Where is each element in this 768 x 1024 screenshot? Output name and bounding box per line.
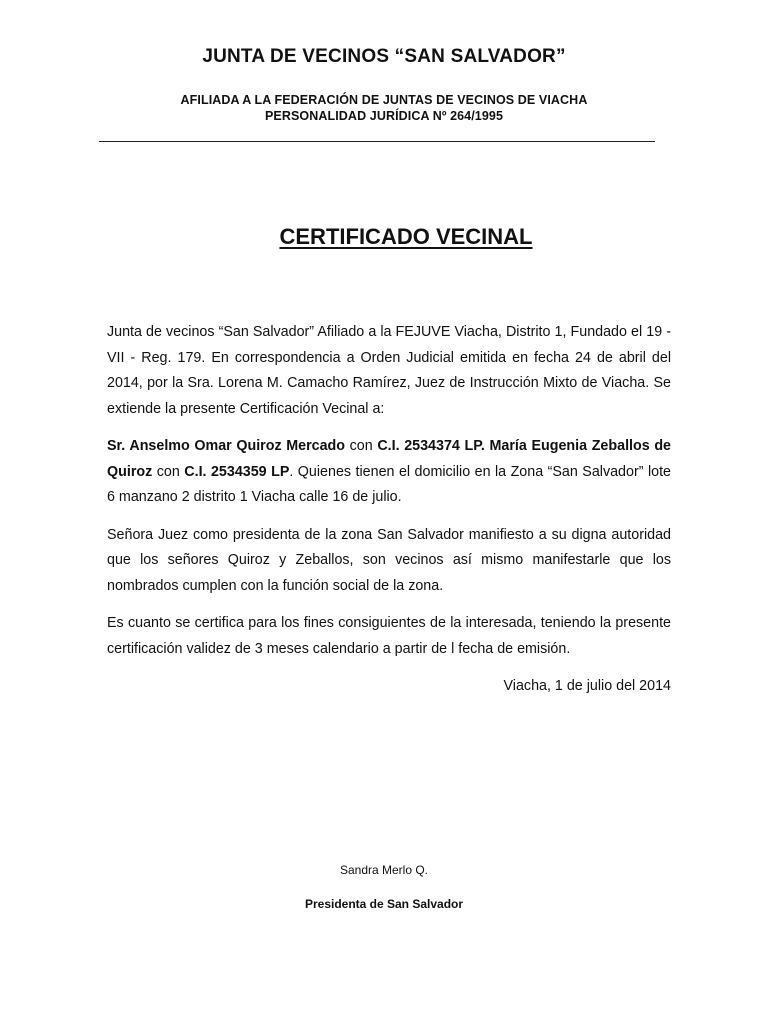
paragraph-validity: Es cuanto se certifica para los fines consiguientes de la interesada, teniendo la presente certificación validez de 3 meses calendario a partir de l fecha de emisión. xyxy=(107,615,671,657)
person1-name: Sr. Anselmo Omar Quiroz Mercado xyxy=(107,438,346,454)
document-body xyxy=(107,320,671,712)
paragraph-statement: Señora Juez como presidenta de la zona San Salvador manifiesto a su digna autoridad que los señores Quiroz y Zeballos, son vecinos así mismo manifestarle que los nombrados cumplen con la función social de la zona. xyxy=(107,526,671,594)
connector-text: con xyxy=(152,463,185,480)
paragraph-persons xyxy=(107,434,671,511)
date-line: Viacha, 1 de julio del 2014 xyxy=(503,678,671,694)
connector-text: con xyxy=(345,438,378,454)
signer-name: Sandra Merlo Q. xyxy=(339,863,429,877)
person2-ci: C.I. 2534359 LP xyxy=(184,463,290,480)
paragraph-intro: Junta de vecinos “San Salvador” Afiliado a la FEJUVE Viacha, Distrito 1, Fundado el 19 - VII - Reg. 179. En correspondencia a Orden Judicial emitida en fecha 24 de abril del 2014, por la Sra. Lorena M. Camacho Ramírez, Juez de Instrucción Mixto de Viacha. Se extiende la presente Certificación Vecinal a: xyxy=(107,324,671,417)
document-title: CERTIFICADO VECINAL xyxy=(279,224,533,249)
header-divider xyxy=(99,141,655,142)
legal-status: PERSONALIDAD JURÍDICA Nº 264/1995 xyxy=(264,109,504,123)
address-text: . Quienes tienen el domicilio en la Zona “San Salvador” lote 6 manzano 2 distrito 1 Viacha calle 16 de julio. xyxy=(107,463,671,505)
organization-affiliation: AFILIADA A LA FEDERACIÓN DE JUNTAS DE VECINOS DE VIACHA xyxy=(180,93,588,107)
signer-role: Presidenta de San Salvador xyxy=(304,897,464,911)
person1-ci: C.I. 2534374 LP. xyxy=(377,438,485,454)
person2-name: María Eugenia Zeballos de Quiroz xyxy=(107,438,671,480)
organization-title: JUNTA DE VECINOS “SAN SALVADOR” xyxy=(202,46,566,67)
